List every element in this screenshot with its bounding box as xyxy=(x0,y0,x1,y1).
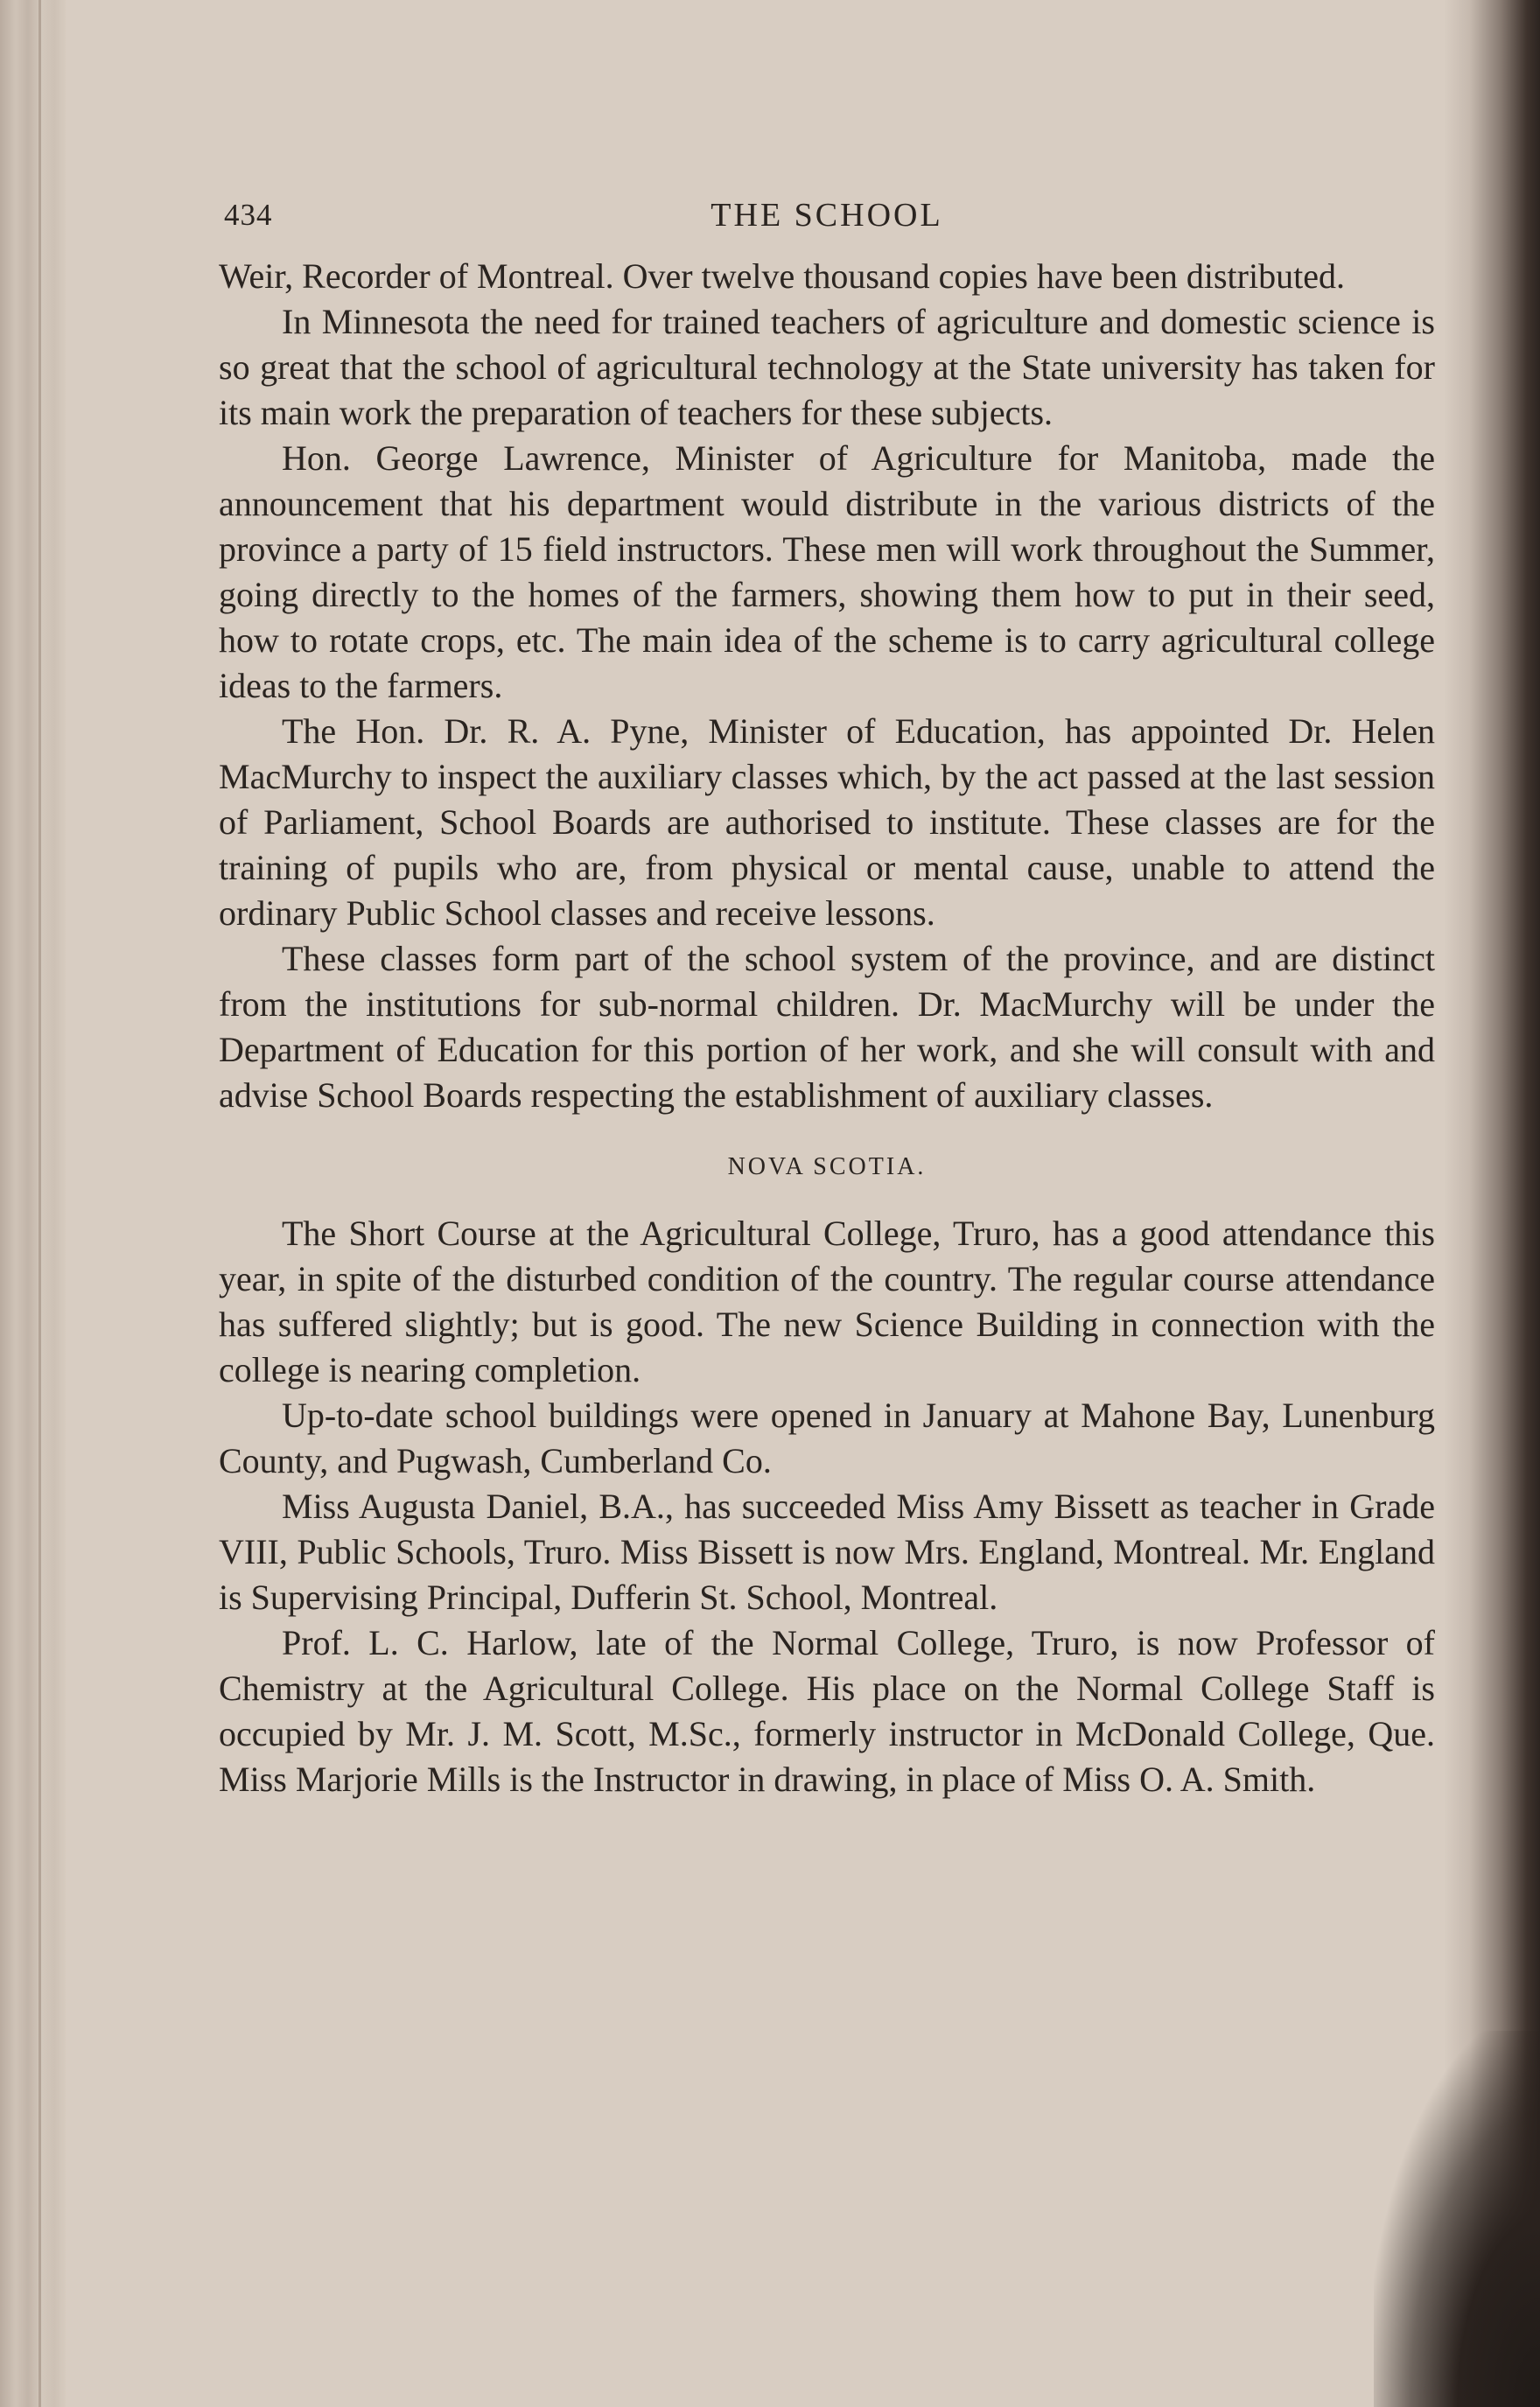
page-header xyxy=(219,184,1435,254)
running-title: THE SCHOOL xyxy=(710,197,943,234)
paragraph: The Short Course at the Agricultural College, Truro, has a good attendance this year, in spite of the disturbed condition of the country. The regular course attendance has suffered slightly; but is good. The new Science Building in connection with the college is nearing completion. xyxy=(219,1214,1435,1389)
paragraph: Hon. George Lawrence, Minister of Agriculture for Manitoba, made the announcement that his department would distribute in the various districts of the province a party of 15 field instructors. These men will work throughout the Summer, going directly to the homes of the farmers, showing them how to put in their seed, how to rotate crops, etc. The main idea of the scheme is to carry agricultural college ideas to the farmers. xyxy=(219,438,1435,705)
paragraph: In Minnesota the need for trained teachers of agriculture and domestic science is so great that the school of agricultural technology at the State university has taken for its main work the preparation of teachers for these subjects. xyxy=(219,302,1435,432)
section-heading: NOVA SCOTIA. xyxy=(727,1153,927,1180)
paragraph: Weir, Recorder of Montreal. Over twelve thousand copies have been distributed. xyxy=(219,256,1345,296)
article-body xyxy=(219,254,1435,1802)
corner-shadow xyxy=(1374,2031,1540,2407)
paragraph: Up-to-date school buildings were opened in January at Mahone Bay, Lunenburg County, and Pugwash, Cumberland Co. xyxy=(219,1396,1435,1480)
paragraph: The Hon. Dr. R. A. Pyne, Minister of Education, has appointed Dr. Helen MacMurchy to inspect the auxiliary classes which, by the act passed at the last session of Parliament, School Boards are authorised to institute. These classes are for the training of pupils who are, from physical or mental cause, unable to attend the ordinary Public School classes and receive lessons. xyxy=(219,711,1435,933)
paragraph: Prof. L. C. Harlow, late of the Normal College, Truro, is now Professor of Chemistry at the Agricultural College. His place on the Normal College Staff is occupied by Mr. J. M. Scott, M.Sc., formerly instructor in McDonald College, Que. Miss Marjorie Mills is the Instructor in drawing, in place of Miss O. A. Smith. xyxy=(219,1623,1435,1799)
page-number: 434 xyxy=(224,198,273,232)
paragraph: These classes form part of the school system of the province, and are distinct from the institutions for sub-normal children. Dr. MacMurchy will be under the Department of Education for this portion of her work, and she will consult with and advise School Boards respecting the establishment of auxiliary classes. xyxy=(219,939,1435,1115)
page-content xyxy=(219,184,1435,1802)
paragraph: Miss Augusta Daniel, B.A., has succeeded Miss Amy Bissett as teacher in Grade VIII, Public Schools, Truro. Miss Bissett is now Mrs. England, Montreal. Mr. England is Supervising Principal, Dufferin St. School, Montreal. xyxy=(219,1487,1435,1617)
page-gutter xyxy=(0,0,66,2407)
